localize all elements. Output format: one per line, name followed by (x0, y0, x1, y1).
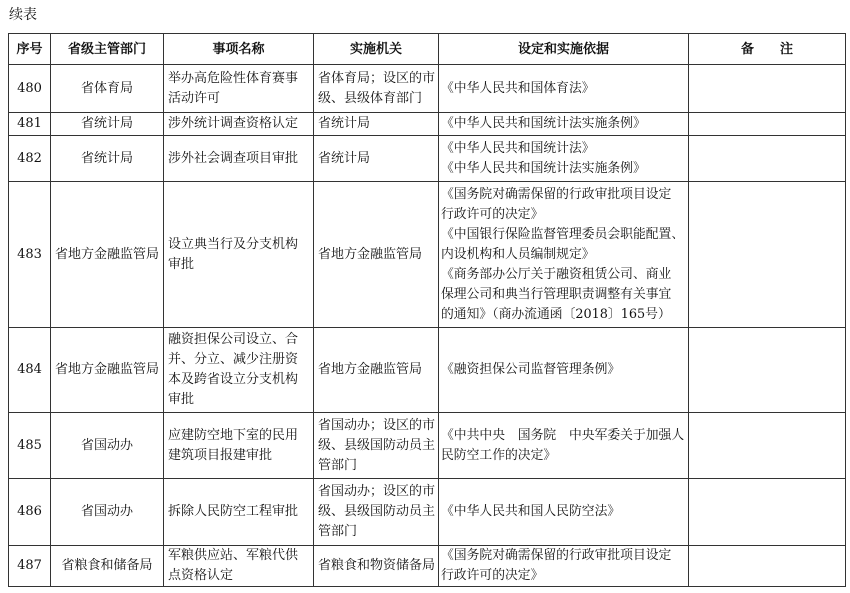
row-serial-number: 481 (9, 113, 51, 136)
header-item-name: 事项名称 (164, 34, 314, 65)
row-implementing-agency (314, 182, 439, 328)
row-department (51, 113, 164, 136)
row-department-line: 省统计局 (80, 150, 133, 166)
row-item-name-line: 融资担保公司设立、合 (168, 332, 299, 347)
row-department (51, 479, 164, 546)
header-department: 省级主管部门 (51, 34, 164, 65)
row-implementing-agency-line: 级、县级国防动员主 (318, 437, 436, 453)
row-legal-basis-line: 《国务院对确需保留的行政审批项目设定 (441, 186, 672, 202)
row-remarks (689, 546, 846, 587)
row-implementing-agency-line: 级、县级体育部门 (318, 90, 423, 106)
row-item-name (164, 182, 314, 328)
row-legal-basis-line: 《融资担保公司监督管理条例》 (441, 362, 621, 377)
row-implementing-agency-line: 省统计局 (318, 116, 371, 131)
row-department (51, 182, 164, 328)
row-legal-basis (439, 479, 689, 546)
row-department (51, 413, 164, 479)
row-item-name-line: 拆除人民防空工程审批 (168, 504, 299, 519)
row-implementing-agency-line: 级、县级国防动员主 (318, 504, 436, 519)
header-implementing-agency: 实施机关 (314, 34, 439, 65)
row-serial-number: 482 (9, 136, 51, 182)
row-legal-basis (439, 546, 689, 587)
row-item-name-line: 涉外统计调查资格认定 (168, 116, 299, 131)
row-legal-basis-line: 《中国银行保险监督管理委员会职能配置、 (441, 226, 685, 242)
row-implementing-agency-line: 省地方金融监管局 (318, 362, 423, 377)
row-implementing-agency (314, 546, 439, 587)
row-remarks (689, 65, 846, 113)
row-legal-basis-line: 的通知》（商办流通函〔2018〕165号） (441, 306, 671, 322)
row-legal-basis-line: 《中华人民共和国统计法实施条例》 (441, 160, 646, 176)
table-header (9, 34, 846, 65)
row-item-name-line: 涉外社会调查项目审批 (168, 150, 299, 166)
row-legal-basis (439, 65, 689, 113)
table-row (9, 136, 846, 182)
row-implementing-agency-line: 省国动办；设区的市 (318, 417, 436, 433)
row-legal-basis-line: 《中共中央 国务院 中央军委关于加强人 (441, 427, 685, 443)
row-item-name-line: 设立典当行及分支机构 (168, 236, 299, 252)
row-legal-basis-line: 《商务部办公厅关于融资租赁公司、商业 (441, 266, 672, 282)
table-body (9, 65, 846, 587)
row-remarks (689, 328, 846, 413)
table-row (9, 546, 846, 587)
continued-table-label: 续表 (9, 7, 37, 23)
row-department (51, 328, 164, 413)
row-item-name (164, 65, 314, 113)
row-remarks (689, 182, 846, 328)
row-legal-basis (439, 113, 689, 136)
row-remarks (689, 136, 846, 182)
table-row (9, 113, 846, 136)
row-item-name (164, 413, 314, 479)
row-serial-number: 484 (9, 328, 51, 413)
row-item-name-line: 审批 (168, 256, 195, 272)
table-row (9, 328, 846, 413)
row-department-line: 省地方金融监管局 (54, 362, 159, 377)
row-department-line: 省国动办 (80, 437, 133, 453)
row-legal-basis-line: 《国务院对确需保留的行政审批项目设定 (441, 548, 672, 563)
row-legal-basis-line: 保理公司和典当行管理职责调整有关事宜 (441, 286, 672, 302)
approval-items-table (8, 33, 846, 587)
row-item-name (164, 546, 314, 587)
row-implementing-agency-line: 省统计局 (318, 150, 371, 166)
row-legal-basis-line: 民防空工作的决定》 (441, 447, 557, 463)
row-department-line: 省国动办 (80, 504, 133, 519)
row-item-name-line: 本及跨省设立分支机构 (168, 372, 299, 387)
row-item-name-line: 应建防空地下室的民用 (168, 427, 299, 443)
table-row (9, 413, 846, 479)
row-item-name-line: 点资格认定 (168, 568, 234, 583)
row-legal-basis-line: 《中华人民共和国统计法》 (441, 140, 595, 156)
row-implementing-agency (314, 479, 439, 546)
row-item-name-line: 并、分立、减少注册资 (168, 352, 299, 367)
row-legal-basis (439, 328, 689, 413)
row-legal-basis-line: 《中华人民共和国体育法》 (441, 80, 595, 96)
row-legal-basis-line: 内设机构和人员编制规定》 (441, 246, 595, 262)
row-department (51, 65, 164, 113)
row-implementing-agency (314, 65, 439, 113)
row-serial-number: 483 (9, 182, 51, 328)
row-legal-basis-line: 行政许可的决定》 (441, 568, 544, 583)
row-serial-number: 486 (9, 479, 51, 546)
row-department-line: 省体育局 (80, 80, 133, 96)
row-department (51, 546, 164, 587)
row-implementing-agency-line: 管部门 (318, 524, 358, 539)
row-department (51, 136, 164, 182)
row-implementing-agency (314, 413, 439, 479)
header-serial-number: 序号 (9, 34, 51, 65)
row-legal-basis-line: 《中华人民共和国人民防空法》 (441, 504, 621, 519)
row-implementing-agency-line: 省国动办；设区的市 (318, 484, 436, 499)
row-legal-basis (439, 182, 689, 328)
row-legal-basis-line: 行政许可的决定》 (441, 206, 544, 222)
row-item-name (164, 328, 314, 413)
header-legal-basis: 设定和实施依据 (439, 34, 689, 65)
row-implementing-agency (314, 136, 439, 182)
row-serial-number: 487 (9, 546, 51, 587)
row-implementing-agency (314, 113, 439, 136)
row-serial-number: 480 (9, 65, 51, 113)
table-row (9, 182, 846, 328)
row-implementing-agency (314, 328, 439, 413)
table-row (9, 479, 846, 546)
row-item-name (164, 113, 314, 136)
row-implementing-agency-line: 省地方金融监管局 (318, 246, 423, 262)
row-department-line: 省统计局 (80, 116, 133, 131)
row-item-name-line: 军粮供应站、军粮代供 (168, 548, 299, 563)
row-department-line: 省地方金融监管局 (54, 246, 159, 262)
row-implementing-agency-line: 管部门 (318, 457, 358, 473)
row-implementing-agency-line: 省体育局；设区的市 (318, 70, 436, 86)
row-serial-number: 485 (9, 413, 51, 479)
row-item-name (164, 136, 314, 182)
header-remarks: 备 注 (689, 34, 846, 65)
row-legal-basis-line: 《中华人民共和国统计法实施条例》 (441, 116, 646, 131)
row-legal-basis (439, 413, 689, 479)
row-item-name-line: 举办高危险性体育赛事 (168, 70, 299, 86)
row-item-name-line: 活动许可 (168, 90, 221, 106)
row-legal-basis (439, 136, 689, 182)
header-row (9, 34, 846, 65)
row-remarks (689, 479, 846, 546)
table-row (9, 65, 846, 113)
row-item-name (164, 479, 314, 546)
row-implementing-agency-line: 省粮食和物资储备局 (318, 558, 436, 573)
row-department-line: 省粮食和储备局 (61, 558, 153, 573)
row-remarks (689, 413, 846, 479)
row-remarks (689, 113, 846, 136)
row-item-name-line: 审批 (168, 392, 195, 407)
row-item-name-line: 建筑项目报建审批 (168, 447, 273, 463)
